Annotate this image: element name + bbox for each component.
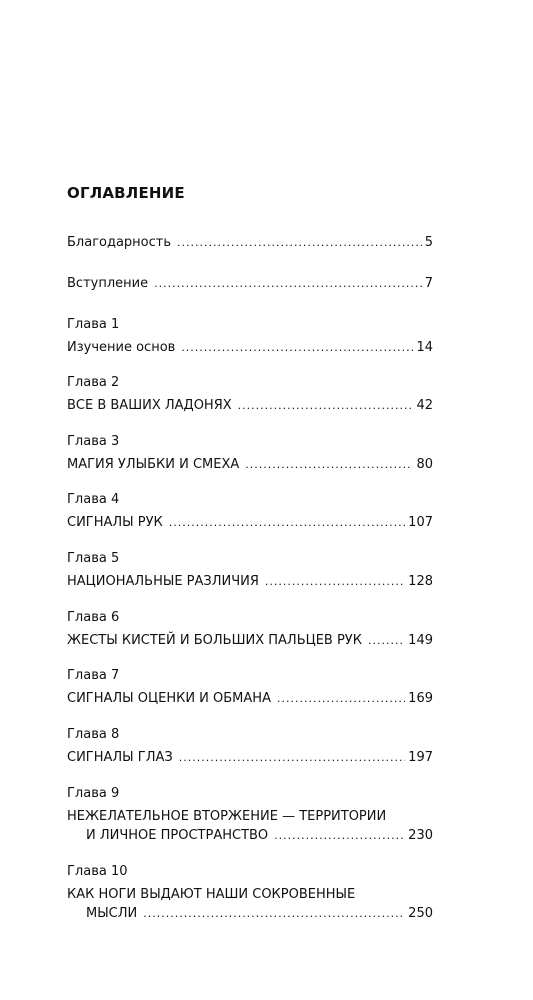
toc-entry-acknowledgements[interactable]	[67, 235, 433, 251]
chapter-label: Глава 9	[67, 786, 120, 801]
toc-entry-chapter-9[interactable]	[86, 828, 433, 844]
entry-page: 107	[408, 515, 433, 530]
dot-leader	[181, 340, 413, 356]
toc-heading: ОГЛАВЛЕНИЕ	[67, 184, 185, 202]
entry-title: СИГНАЛЫ ОЦЕНКИ И ОБМАНА	[67, 691, 271, 706]
entry-title: ЖЕСТЫ КИСТЕЙ И БОЛЬШИХ ПАЛЬЦЕВ РУК	[67, 633, 362, 648]
entry-title: СИГНАЛЫ ГЛАЗ	[67, 750, 173, 765]
chapter-label: Глава 3	[67, 434, 120, 449]
entry-title: МЫСЛИ	[86, 906, 138, 921]
toc-entry-introduction[interactable]	[67, 276, 433, 292]
entry-page: 149	[408, 633, 433, 648]
dot-leader	[169, 515, 405, 531]
entry-page: 169	[408, 691, 433, 706]
entry-title-line[interactable]: КАК НОГИ ВЫДАЮТ НАШИ СОКРОВЕННЫЕ	[67, 887, 356, 902]
entry-page: 128	[408, 574, 433, 589]
dot-leader	[154, 276, 422, 292]
toc-entry-chapter-5[interactable]	[67, 574, 433, 590]
entry-page: 14	[416, 340, 433, 355]
entry-title: НАЦИОНАЛЬНЫЕ РАЗЛИЧИЯ	[67, 574, 259, 589]
toc-entry-chapter-10[interactable]	[86, 906, 433, 922]
entry-page: 250	[408, 906, 433, 921]
toc-entry-chapter-4[interactable]	[67, 515, 433, 531]
chapter-label: Глава 6	[67, 610, 120, 625]
dot-leader	[274, 828, 405, 844]
dot-leader	[179, 750, 405, 766]
chapter-label: Глава 5	[67, 551, 120, 566]
toc-entry-chapter-6[interactable]	[67, 633, 433, 649]
entry-page: 7	[424, 276, 433, 291]
entry-title: И ЛИЧНОЕ ПРОСТРАНСТВО	[86, 828, 269, 843]
chapter-label: Глава 4	[67, 492, 120, 507]
chapter-label: Глава 8	[67, 727, 120, 742]
entry-title: Вступление	[67, 276, 149, 291]
entry-page: 230	[408, 828, 433, 843]
entry-page: 42	[416, 398, 433, 413]
dot-leader	[177, 235, 422, 251]
toc-entry-chapter-2[interactable]	[67, 398, 433, 414]
toc-entry-chapter-3[interactable]	[67, 457, 433, 473]
entry-title-line[interactable]: НЕЖЕЛАТЕЛЬНОЕ ВТОРЖЕНИЕ — ТЕРРИТОРИИ	[67, 809, 387, 824]
entry-title: СИГНАЛЫ РУК	[67, 515, 163, 530]
chapter-label: Глава 7	[67, 668, 120, 683]
toc-entry-chapter-7[interactable]	[67, 691, 433, 707]
entry-title: Благодарность	[67, 235, 172, 250]
entry-title: МАГИЯ УЛЫБКИ И СМЕХА	[67, 457, 240, 472]
chapter-label: Глава 1	[67, 317, 120, 332]
dot-leader	[245, 457, 413, 473]
entry-title: ВСЕ В ВАШИХ ЛАДОНЯХ	[67, 398, 232, 413]
chapter-label: Глава 2	[67, 375, 120, 390]
toc-entry-chapter-1[interactable]	[67, 340, 433, 356]
dot-leader	[368, 633, 405, 649]
dot-leader	[277, 691, 405, 707]
dot-leader	[238, 398, 414, 414]
entry-page: 197	[408, 750, 433, 765]
dot-leader	[265, 574, 405, 590]
dot-leader	[143, 906, 405, 922]
entry-page: 5	[424, 235, 433, 250]
toc-entry-chapter-8[interactable]	[67, 750, 433, 766]
chapter-label: Глава 10	[67, 864, 128, 879]
entry-page: 80	[416, 457, 433, 472]
entry-title: Изучение основ	[67, 340, 176, 355]
